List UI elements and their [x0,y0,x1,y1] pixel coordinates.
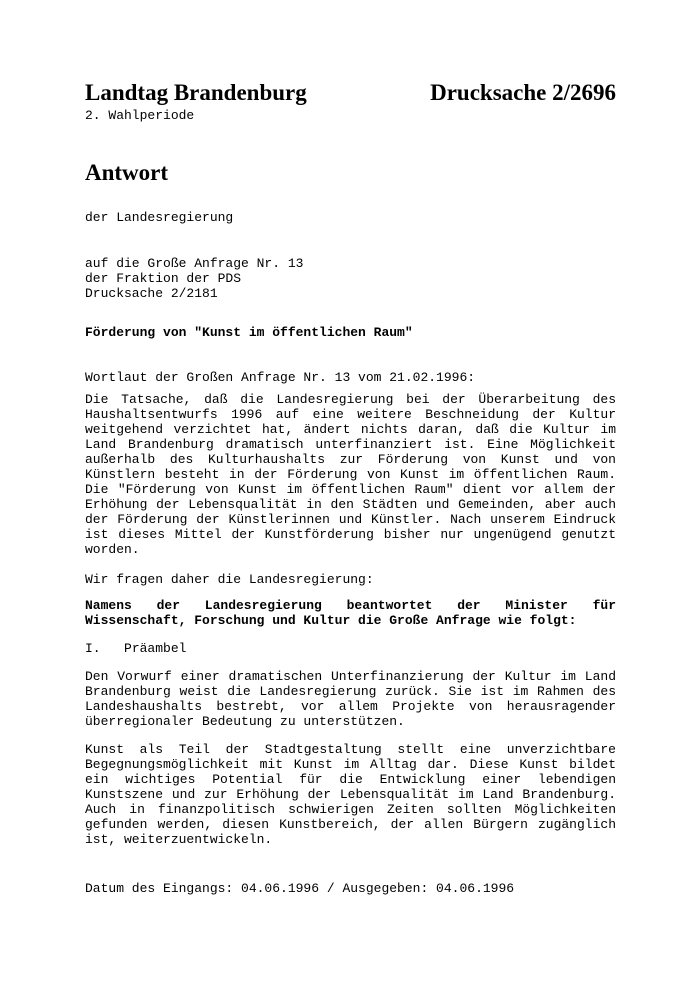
reference-line-2: der Fraktion der PDS [85,271,242,286]
inquiry-subject: Förderung von "Kunst im öffentlichen Raum" [85,325,413,340]
answer-intro: Namens der Landesregierung beantwortet der Minister für Wissenschaft, Forschung und Kultur die Große Anfrage wie folgt: [85,598,616,628]
legislative-period: 2. Wahlperiode [85,108,195,123]
document-number: Drucksache 2/2696 [430,80,616,105]
question-lead: Wir fragen daher die Landesregierung: [85,572,374,587]
document-footer: Datum des Eingangs: 04.06.1996 / Ausgegeben: 04.06.1996 [85,881,515,896]
inquiry-text: Die Tatsache, daß die Landesregierung bei der Überarbeitung des Haushaltsentwurfs 1996 auf eine weitere Beschneidung der Kultur weitgehend verzichtet hat, ändert nichts daran, daß die Kultur im Land Brandenburg dramatisch unterfinanziert ist. Eine Möglichkeit außerhalb des Kulturhaushalts zur Förderung von Kunst und von Künstlern besteht in der Förderung von Kunst im öffentlichen Raum. Die "Förderung von Kunst im öffentlichen Raum" dient vor allem der Erhöhung der Lebensqualität in den Städten und Gemeinden, aber auch der Förderung der Künstlerinnen und Künstler. Nach unserem Eindruck ist dieses Mittel der Kunstförderung bisher nur ungenügend genutzt worden. [85,392,616,557]
reference-line-3: Drucksache 2/2181 [85,286,218,301]
document-header [85,80,616,106]
inquiry-reference [85,256,616,301]
section-title: Präambel [124,641,187,656]
section-number: I. [85,641,101,656]
section-heading [85,641,616,656]
wording-intro: Wortlaut der Großen Anfrage Nr. 13 vom 21.02.1996: [85,370,476,385]
document-title: Antwort [85,160,169,185]
institution-name: Landtag Brandenburg [85,80,307,105]
paragraph-2: Kunst als Teil der Stadtgestaltung stellt eine unverzichtbare Begegnungsmöglichkeit mit Kunst im Alltag dar. Diese Kunst bildet ein wichtiges Potential für die Entwicklung einer lebendigen Kunstszene und zur Erhöhung der Lebensqualität im Land Brandenburg. Auch in finanzpolitisch schwierigen Zeiten sollten Möglichkeiten gefunden werden, diesen Kunstbereich, der allen Bürgern zugänglich ist, weiterzuentwickeln. [85,742,616,847]
paragraph-1: Den Vorwurf einer dramatischen Unterfinanzierung der Kultur im Land Brandenburg weist die Landesregierung zurück. Sie ist im Rahmen des Landeshaushalts bestrebt, vor allem Projekte von herausragender überregionaler Bedeutung zu unterstützen. [85,669,616,729]
answer-source: der Landesregierung [85,210,234,225]
reference-line-1: auf die Große Anfrage Nr. 13 [85,256,304,271]
